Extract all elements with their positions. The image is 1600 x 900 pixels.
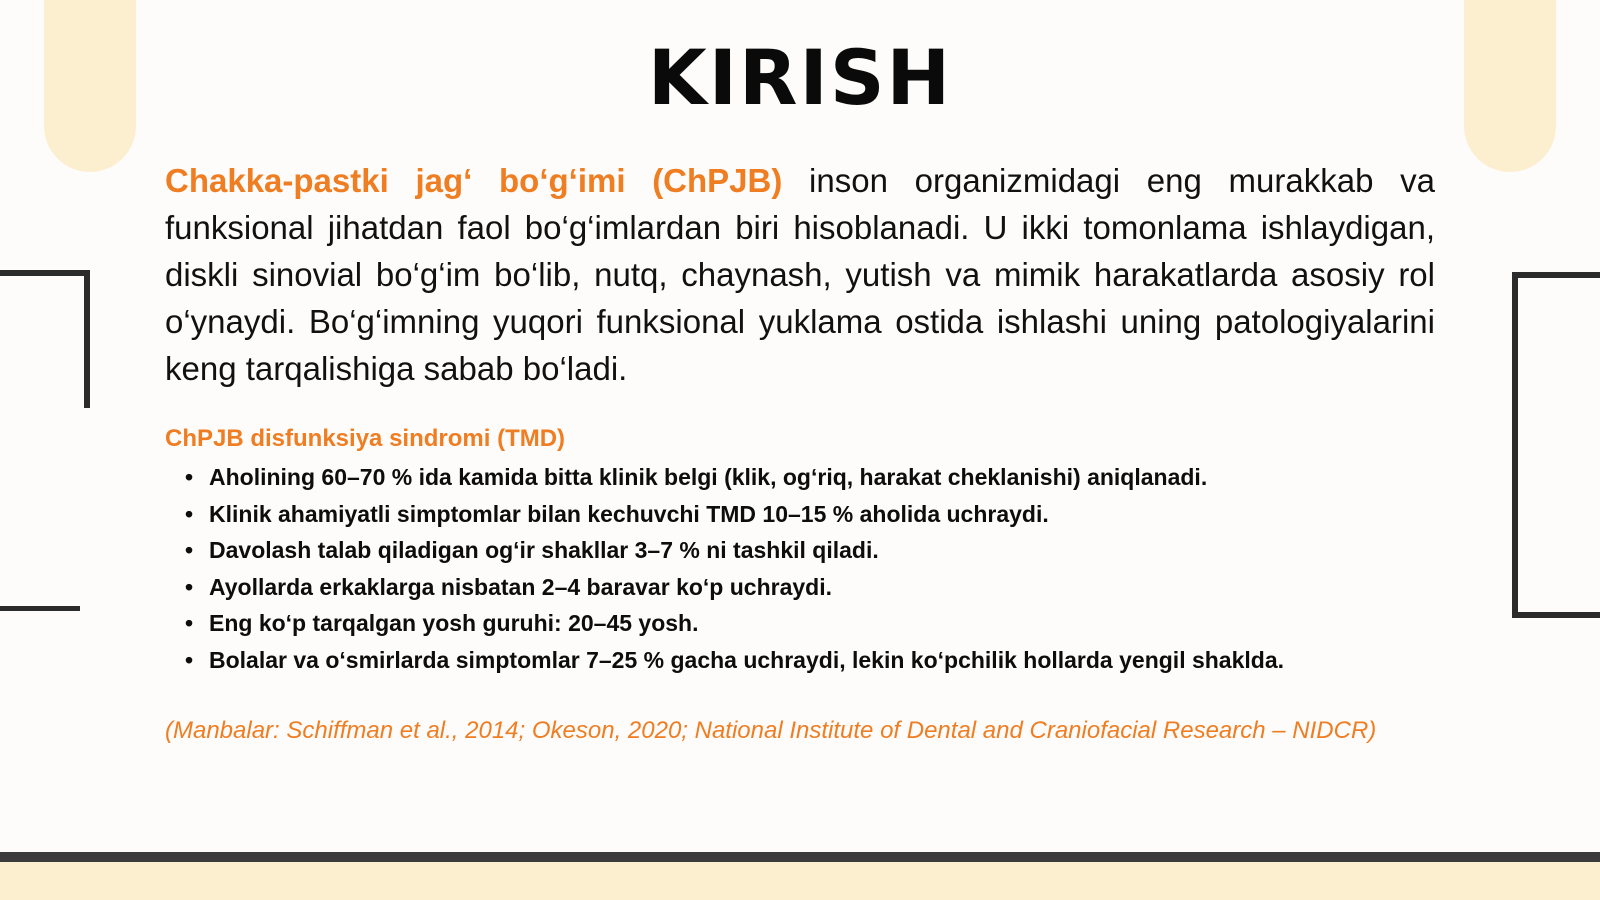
bullet-icon: • <box>185 500 194 527</box>
decor-bracket-right <box>1512 272 1600 618</box>
list-item <box>165 532 1435 569</box>
list-item <box>165 569 1435 606</box>
bullet-icon: • <box>185 610 194 636</box>
intro-text: inson organizmidagi eng murakkab va funksional jihatdan faol bo‘g‘imlardan biri hisoblanadi. U ikki tomonlama ishlaydigan, diskli sinovial bo‘g‘im bo‘lib, nutq, chaynash, yutish va mimik harakatlarda asosiy rol o‘ynaydi. Bo‘g‘imning yuqori funksional yuklama ostida ishlashi uning patologiyalarini keng tarqalishiga sabab bo‘ladi. <box>165 162 1435 387</box>
bullet-icon: • <box>185 464 194 490</box>
statistics-list <box>165 459 1435 678</box>
decor-bracket-left-bottom <box>0 606 80 611</box>
decor-bottom-band <box>0 862 1600 900</box>
list-item-text: Davolash talab qiladigan og‘ir shakllar 3–7 % ni tashkil qiladi. <box>209 537 879 563</box>
intro-paragraph <box>165 157 1435 392</box>
list-item <box>165 459 1435 496</box>
intro-term: Chakka-pastki jag‘ bo‘g‘imi (ChPJB) <box>165 162 783 199</box>
list-item <box>165 642 1435 679</box>
list-item <box>165 496 1435 533</box>
list-item <box>165 605 1435 642</box>
list-item-text: Klinik ahamiyatli simptomlar bilan kechuvchi TMD 10–15 % aholida uchraydi. <box>209 500 1049 527</box>
list-item-text: Aholining 60–70 % ida kamida bitta klinik belgi (klik, og‘riq, harakat cheklanishi) aniqlanadi. <box>209 464 1208 490</box>
list-item-text: Eng ko‘p tarqalgan yosh guruhi: 20–45 yosh. <box>209 610 699 636</box>
bullet-icon: • <box>185 646 194 673</box>
bullet-icon: • <box>185 573 194 600</box>
list-item-text: Bolalar va o‘smirlarda simptomlar 7–25 % gacha uchraydi, lekin ko‘pchilik hollarda yengil shaklda. <box>209 646 1285 673</box>
list-item-text: Ayollarda erkaklarga nisbatan 2–4 baravar ko‘p uchraydi. <box>209 573 832 600</box>
slide-title: KIRISH <box>647 33 953 122</box>
section-subheading: ChPJB disfunksiya sindromi (TMD) <box>165 425 566 452</box>
decor-bracket-left-top <box>0 270 90 408</box>
sources-citation: (Manbalar: Schiffman et al., 2014; Okeson, 2020; National Institute of Dental and Craniofacial Research – NIDCR) <box>165 717 1377 744</box>
bullet-icon: • <box>185 537 194 563</box>
decor-bottom-line <box>0 852 1600 862</box>
